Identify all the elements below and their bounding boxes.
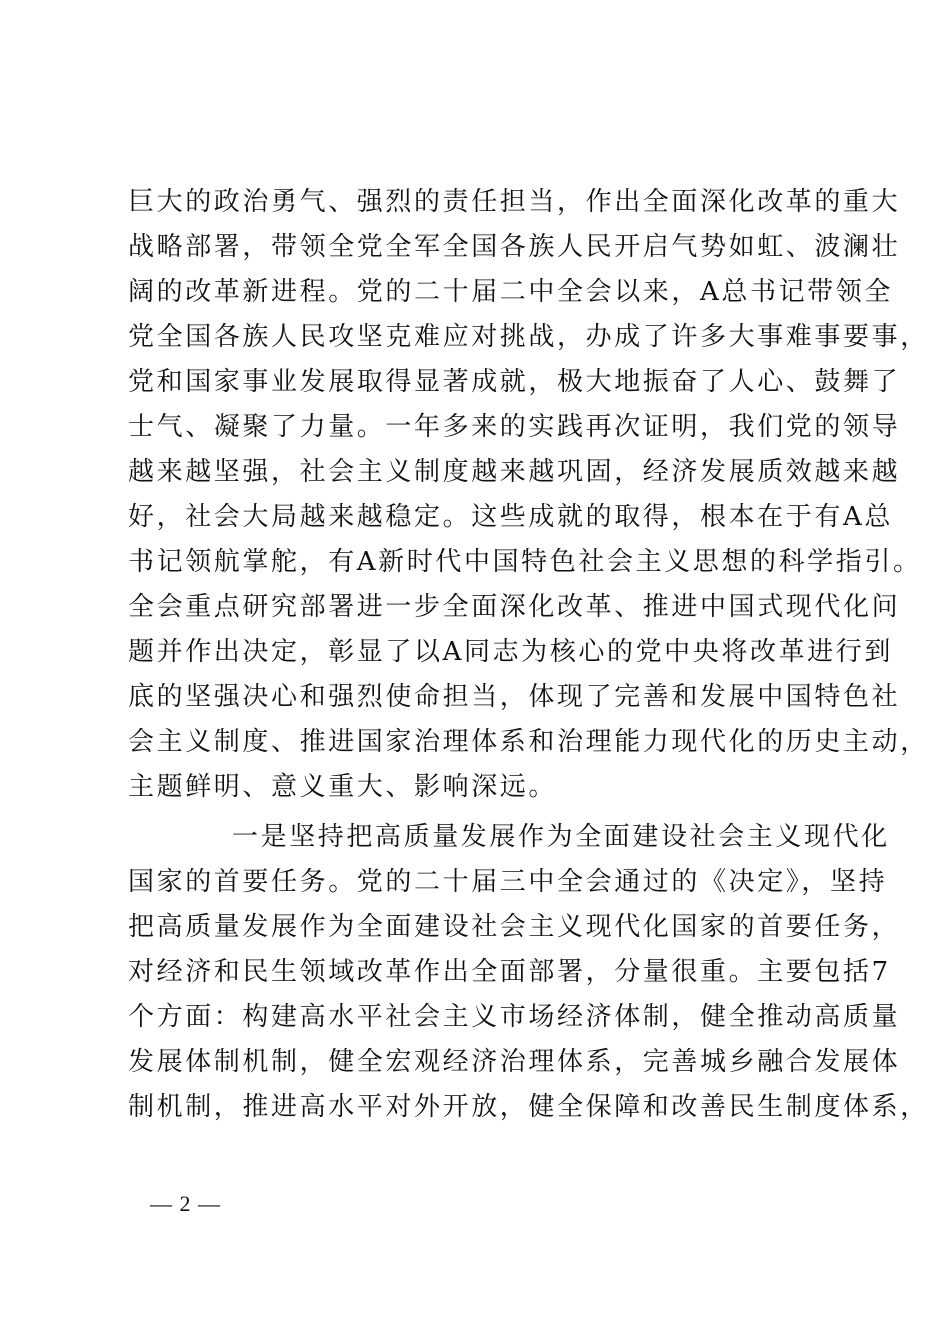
- text-line: 巨大的政治勇气、强烈的责任担当，作出全面深化改革的重大: [128, 187, 901, 217]
- text-line: 会主义制度、推进国家治理体系和治理能力现代化的历史主动，: [128, 727, 929, 757]
- paragraph-2: [128, 815, 929, 1130]
- text-line: 主题鲜明、意义重大、影响深远。: [128, 772, 558, 802]
- text-line: 对经济和民生领域改革作出全面部署，分量很重。主要包括7: [128, 957, 891, 987]
- text-line: 把高质量发展作为全面建设社会主义现代化国家的首要任务，: [128, 912, 901, 942]
- text-line: 书记领航掌舵，有A新时代中国特色社会主义思想的科学指引。: [128, 547, 922, 577]
- text-line: 阔的改革新进程。党的二十届二中全会以来，A总书记带领全: [128, 277, 893, 307]
- text-line: 制机制，推进高水平对外开放，健全保障和改善民生制度体系，: [128, 1092, 929, 1122]
- text-line: 全会重点研究部署进一步全面深化改革、推进中国式现代化问: [128, 592, 901, 622]
- text-line: 题并作出决定，彰显了以A同志为核心的党中央将改革进行到: [128, 637, 893, 667]
- text-line: 个方面：构建高水平社会主义市场经济体制，健全推动高质量: [128, 1002, 901, 1032]
- text-line: 一是坚持把高质量发展作为全面建设社会主义现代化: [232, 822, 890, 852]
- text-line: 发展体制机制，健全宏观经济治理体系，完善城乡融合发展体: [128, 1047, 901, 1077]
- page-number: — 2 —: [150, 1191, 221, 1216]
- text-line: 士气、凝聚了力量。一年多来的实践再次证明，我们党的领导: [128, 412, 901, 442]
- text-line: 底的坚强决心和强烈使命担当，体现了完善和发展中国特色社: [128, 682, 901, 712]
- text-line: 党全国各族人民攻坚克难应对挑战，办成了许多大事难事要事，: [128, 322, 929, 352]
- text-line: 党和国家事业发展取得显著成就，极大地振奋了人心、鼓舞了: [128, 367, 901, 397]
- text-line: 战略部署，带领全党全军全国各族人民开启气势如虹、波澜壮: [128, 232, 901, 262]
- text-line: 越来越坚强，社会主义制度越来越巩固，经济发展质效越来越: [128, 457, 901, 487]
- text-line: 国家的首要任务。党的二十届三中全会通过的《决定》，坚持: [128, 867, 888, 897]
- document-body: [128, 180, 929, 1130]
- paragraph-1: [128, 180, 929, 810]
- text-line: 好，社会大局越来越稳定。这些成就的取得，根本在于有A总: [128, 502, 893, 532]
